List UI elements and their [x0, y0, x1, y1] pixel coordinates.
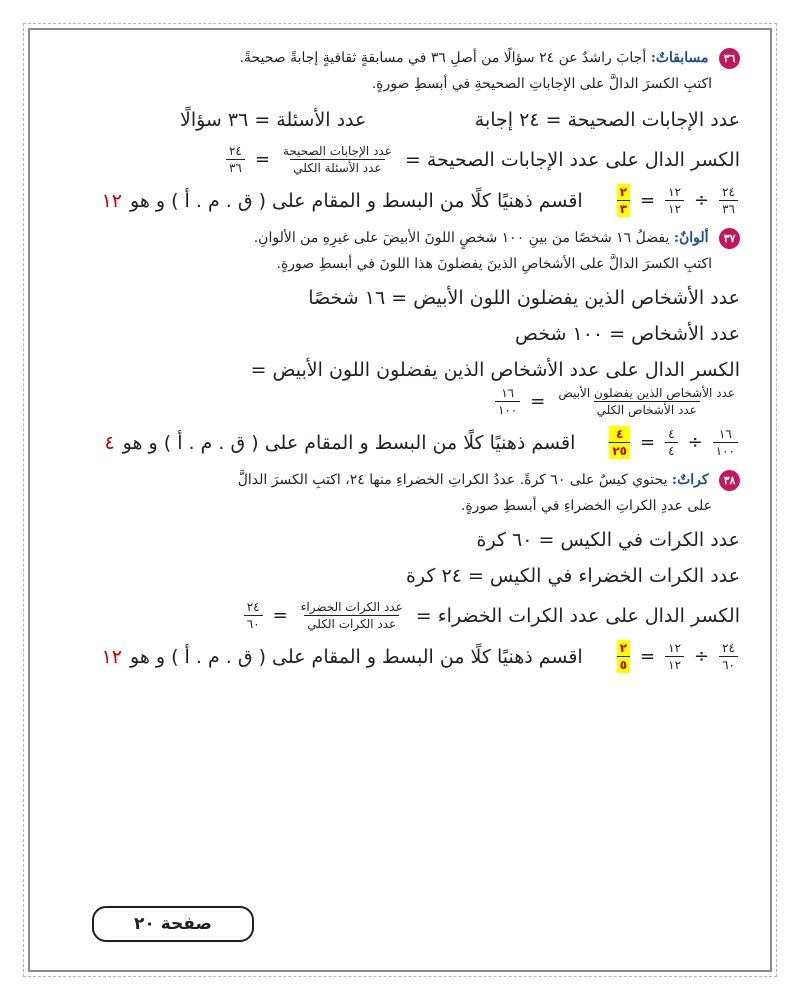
numerator: ٤ [616, 427, 624, 441]
word-numerator: عدد الأشخاص الذين يفضلون الأبيض [558, 386, 735, 400]
problem-text: أجابَ راشدٌ عن ٢٤ سؤالًا من أصلِ ٣٦ في مسابقةٍ ثقافيةٍ إجابةً صحيحةً. [239, 50, 647, 66]
numerator: ٢ [619, 641, 628, 655]
gcd-fraction [665, 184, 684, 217]
fraction-label: الكسر الدال على عدد الكرات الخضراء = [415, 604, 740, 627]
problem-text: يفضلُ ١٦ شخصًا من بينِ ١٠٠ شخصٍ اللونَ الأبيضَ على غيرِهِ من الألوانِ. [253, 230, 670, 246]
fraction-line [60, 385, 740, 418]
page-content [60, 45, 740, 940]
problem-38 [60, 467, 740, 519]
fraction [713, 426, 738, 459]
equals-sign: = [640, 189, 656, 211]
simplify-line [60, 426, 740, 459]
problem-title: مسابقاتٌ: [650, 50, 709, 66]
gcd-value: ١٢ [101, 645, 122, 668]
denominator: ٣٦ [226, 159, 245, 176]
word-fraction [555, 385, 738, 418]
problem-text: يحتوي كيسٌ على ٦٠ كرةً. عددُ الكراتِ الخضراءِ منها ٢٤، اكتبِ الكسرَ الدالَّ [237, 472, 668, 488]
gcd-fraction [665, 640, 684, 673]
equals-sign: = [640, 431, 656, 453]
problem-36 [60, 45, 740, 97]
numerator: ٢٤ [246, 600, 260, 614]
fraction [719, 184, 738, 217]
denominator: ٦٠ [719, 656, 738, 673]
answer-line: عدد الكرات في الكيس = ٦٠ كرة [476, 529, 740, 551]
divide-instruction: اقسم ذهنيًا كلًا من البسط و المقام على ( ق . م . أ ) و هو [122, 431, 576, 454]
divide-instruction: اقسم ذهنيًا كلًا من البسط و المقام على ( ق . م . أ ) و هو [130, 645, 583, 668]
correct-count: عدد الإجابات الصحيحة = ٢٤ إجابة [474, 109, 740, 131]
word-denominator: عدد الكرات الكلي [304, 615, 399, 632]
answer-line: عدد الأشخاص = ١٠٠ شخص [514, 323, 740, 345]
answer-line: عدد الأشخاص الذين يفضلون اللون الأبيض = ١٦ شخصًا [308, 287, 740, 309]
gcd-value: ١٢ [101, 189, 122, 212]
denominator: ١٢ [665, 200, 684, 217]
word-fraction [298, 599, 406, 632]
fraction-label: الكسر الدال على عدد الأشخاص الذين يفضلون اللون الأبيض = [250, 359, 740, 381]
problem-text: اكتبِ الكسرَ الدالَّ على الأشخاصِ الذينَ يفضلونَ هذا اللونَ في أبسطِ صورةٍ. [276, 256, 712, 272]
problem-number-badge: ٣٨ [719, 470, 740, 491]
problem-text: اكتبِ الكسرَ الدالَّ على الإجاباتِ الصحيحةِ في أبسطِ صورةٍ. [371, 76, 712, 92]
problem-number-badge: ٣٦ [719, 48, 740, 69]
equals-sign: = [254, 148, 270, 170]
divide-sign: ÷ [694, 189, 710, 211]
denominator: ٣ [617, 200, 630, 217]
numerator: ٢٤ [722, 185, 735, 199]
problem-title: كراتٌ: [671, 472, 709, 488]
denominator: ٦٠ [244, 615, 263, 632]
numerator: ١٦ [718, 427, 732, 441]
problem-number-badge: ٣٧ [719, 228, 740, 249]
numerator: ٢ [619, 185, 628, 199]
denominator: ٣٦ [719, 200, 738, 217]
numerator: ١٢ [668, 185, 682, 199]
numerator: ٢٤ [722, 641, 735, 655]
problem-title: ألوانٌ: [673, 230, 709, 246]
numerator: ٤ [668, 427, 675, 441]
fraction-line [60, 599, 740, 632]
divide-sign: ÷ [694, 645, 710, 667]
fraction [226, 143, 245, 176]
problem-text: على عددِ الكراتِ الخضراءِ في أبسطِ صورةٍ. [460, 498, 712, 514]
equals-sign: = [272, 604, 288, 626]
gcd-fraction [665, 426, 677, 459]
numerator: ١٢ [668, 641, 682, 655]
denominator: ٤ [665, 442, 677, 459]
fraction-line [60, 143, 740, 176]
divide-sign: ÷ [687, 431, 703, 453]
word-numerator: عدد الإجابات الصحيحة [282, 144, 392, 158]
fraction [244, 599, 263, 632]
numerator: ١٦ [501, 386, 515, 400]
simplify-line [60, 184, 740, 217]
simplified-fraction [617, 184, 630, 217]
denominator: ١٢ [665, 656, 684, 673]
question-count: عدد الأسئلة = ٣٦ سؤالًا [180, 109, 367, 131]
fraction-label: الكسر الدال على عدد الإجابات الصحيحة = [404, 148, 740, 171]
word-denominator: عدد الأسئلة الكلي [290, 159, 384, 176]
denominator: ١٠٠ [495, 401, 520, 418]
simplified-fraction [617, 640, 630, 673]
denominator: ٥ [617, 656, 630, 673]
gcd-value: ٤ [104, 431, 115, 454]
denominator: ١٠٠ [713, 442, 738, 459]
word-numerator: عدد الكرات الخضراء [300, 600, 403, 614]
denominator: ٢٥ [609, 442, 630, 459]
simplified-fraction [609, 426, 630, 459]
answer-line [180, 105, 740, 135]
divide-instruction: اقسم ذهنيًا كلًا من البسط و المقام على ( ق . م . أ ) و هو [130, 189, 583, 212]
equals-sign: = [530, 390, 546, 412]
page-number-box: صفحة ٢٠ [92, 906, 254, 942]
fraction [495, 385, 520, 418]
numerator: ٢٤ [228, 144, 242, 158]
problem-37 [60, 225, 740, 277]
equals-sign: = [640, 645, 656, 667]
answer-line: عدد الكرات الخضراء في الكيس = ٢٤ كرة [405, 565, 740, 587]
simplify-line [60, 640, 740, 673]
word-denominator: عدد الأشخاص الكلي [594, 401, 700, 418]
fraction [719, 640, 738, 673]
word-fraction [280, 143, 395, 176]
